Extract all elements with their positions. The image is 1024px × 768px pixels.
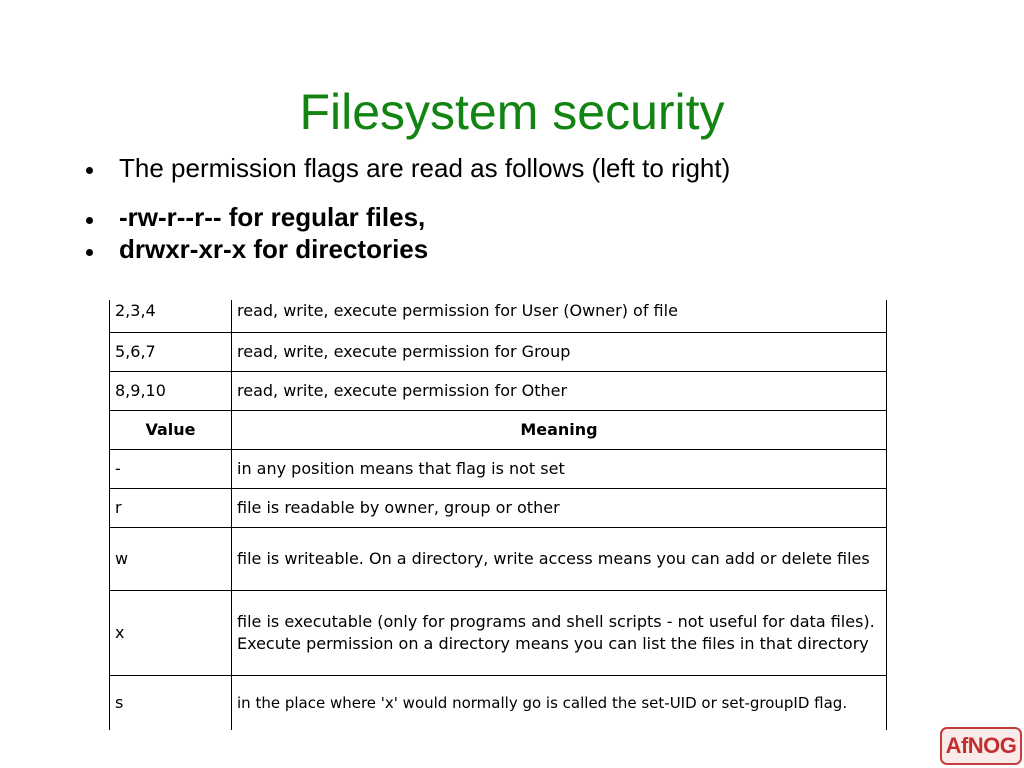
table-row [110, 528, 887, 591]
table-header-row [110, 411, 887, 450]
meaning-cell: read, write, execute permission for Other [232, 372, 887, 411]
table-row [110, 676, 887, 731]
permissions-table [109, 300, 887, 730]
value-cell: r [110, 489, 232, 528]
bullet-dot-icon [86, 249, 93, 256]
meaning-cell: file is readable by owner, group or other [232, 489, 887, 528]
bullet-dot-icon [86, 217, 93, 224]
table-row [110, 372, 887, 411]
position-cell: 5,6,7 [110, 333, 232, 372]
meaning-header: Meaning [232, 411, 887, 450]
bullet-dot-icon [86, 167, 93, 174]
afnog-logo: AfNOG [940, 727, 1022, 765]
bullet-item [84, 151, 984, 185]
value-cell: x [110, 591, 232, 676]
meaning-cell: read, write, execute permission for Group [232, 333, 887, 372]
table-row [110, 489, 887, 528]
meaning-cell: in the place where 'x' would normally go is called the set-UID or set-groupID flag. [232, 676, 887, 731]
bullet-item [84, 201, 984, 233]
table-row [110, 300, 887, 333]
value-cell: - [110, 450, 232, 489]
bullet-list [84, 151, 984, 265]
position-cell: 2,3,4 [110, 300, 232, 333]
slide-title: Filesystem security [299, 84, 725, 140]
value-header: Value [110, 411, 232, 450]
meaning-cell: in any position means that flag is not set [232, 450, 887, 489]
table-row [110, 333, 887, 372]
bullet-text: -rw-r--r-- for regular files, [119, 202, 426, 232]
bullet-item [84, 233, 984, 265]
table-row [110, 591, 887, 676]
table-row [110, 450, 887, 489]
bullet-text: drwxr-xr-x for directories [119, 234, 429, 264]
permissions-table-container [109, 300, 887, 730]
bullet-text: The permission flags are read as follows (left to right) [119, 153, 731, 183]
value-cell: w [110, 528, 232, 591]
meaning-cell: file is executable (only for programs and shell scripts - not useful for data files). Execute permission on a directory means you can list the files in that directory [232, 591, 887, 676]
value-cell: s [110, 676, 232, 731]
meaning-cell: read, write, execute permission for User (Owner) of file [232, 300, 887, 333]
meaning-cell: file is writeable. On a directory, write access means you can add or delete files [232, 528, 887, 591]
position-cell: 8,9,10 [110, 372, 232, 411]
